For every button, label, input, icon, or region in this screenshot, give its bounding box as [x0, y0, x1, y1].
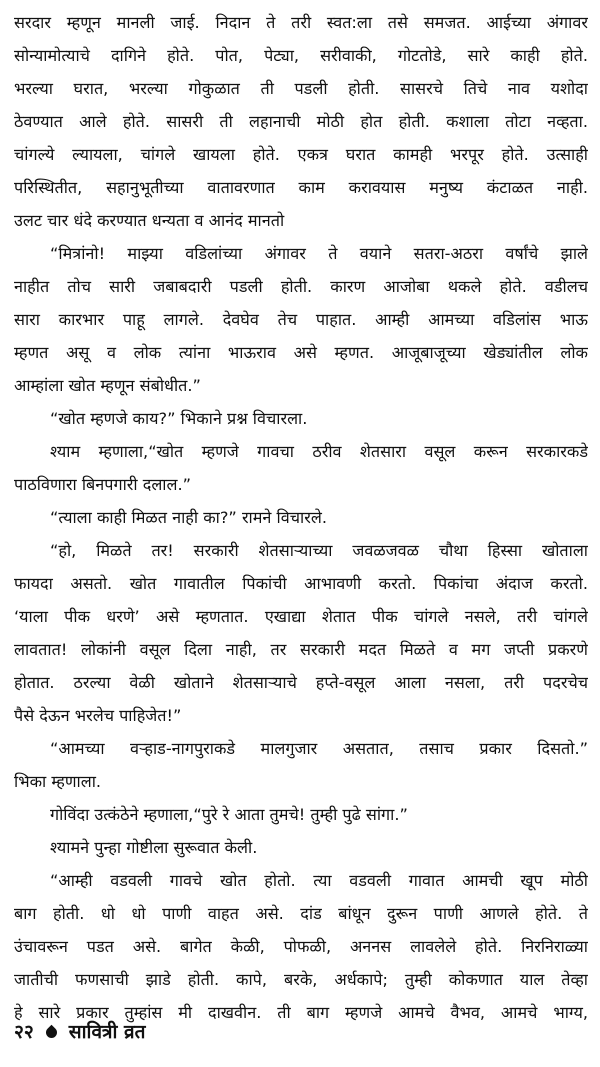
text-line: आम्हांला खोत म्हणून संबोधीत.”: [14, 376, 201, 395]
text-line: गोविंदा उत्कंठेने म्हणाला,“पुरे रे आता तुमचे! तुम्ही पुढे सांगा.”: [50, 805, 408, 824]
text-line: बाग होती. धो धो पाणी वाहत असे. दांड बांधून दुरून पाणी आणले होते. ते: [14, 904, 588, 923]
text-line: भरल्या घरात, भरल्या गोकुळात ती पडली होती. सासरचे तिचे नाव यशोदा: [14, 79, 588, 98]
text-line: जातीची फणसाची झाडे होती. कापे, बरके, अर्धकापे; तुम्ही कोकणात याल तेव्हा: [14, 970, 588, 989]
text-line: सरदार म्हणून मानली जाई. निदान ते तरी स्वत:ला तसे समजत. आईच्या अंगावर: [14, 13, 588, 32]
text-line: पैसे देऊन भरलेच पाहिजेत!”: [14, 706, 182, 725]
text-line: ‘याला पीक धरणे’ असे म्हणतात. एखाद्या शेतात पीक चांगले नसले, तरी चांगले: [14, 607, 588, 626]
text-line: होतात. ठरल्या वेळी खोताने शेतसाऱ्याचे हप्ते-वसूल आला नसला, तरी पदरचेच: [14, 673, 588, 692]
text-line: “खोत म्हणजे काय?” भिकाने प्रश्न विचारला.: [50, 409, 308, 428]
book-title: सावित्री व्रत: [68, 1021, 146, 1043]
page-footer: [14, 1014, 145, 1050]
page-body: [14, 6, 588, 1022]
text-line: “मित्रांनो! माझ्या वडिलांच्या अंगावर ते वयाने सतरा-अठरा वर्षांचे झाले: [50, 244, 588, 263]
text-line: हे सारे प्रकार तुम्हांस मी दाखवीन. ती बाग म्हणजे आमचे वैभव, आमचे भाग्य,: [14, 1003, 588, 1022]
text-line: “त्याला काही मिळत नाही का?” रामने विचारले.: [50, 508, 327, 527]
text-line: भिका म्हणाला.: [14, 772, 102, 791]
text-line: नाहीत तोच सारी जबाबदारी पडली होती. कारण आजोबा थकले होते. वडीलच: [14, 277, 588, 296]
drop-icon: [43, 1024, 59, 1040]
text-line: फायदा असतो. खोत गावातील पिकांची आभावणी करतो. पिकांचा अंदाज करतो.: [14, 574, 588, 593]
text-line: ठेवण्यात आले होते. सासरी ती लहानाची मोठी होत होती. कशाला तोटा नव्हता.: [14, 112, 588, 131]
text-line: चांगल्ये ल्यायला, चांगले खायला होते. एकत्र घरात कामही भरपूर होते. उत्साही: [14, 145, 588, 164]
text-line: श्यामने पुन्हा गोष्टीला सुरूवात केली.: [50, 838, 258, 857]
text-line: लावतात! लोकांनी वसूल दिला नाही, तर सरकारी मदत मिळते व मग जप्ती प्रकरणे: [14, 640, 588, 659]
page-number: २२: [14, 1021, 34, 1043]
text-line: श्याम म्हणाला,“खोत म्हणजे गावचा ठरीव शेतसारा वसूल करून सरकारकडे: [50, 442, 588, 461]
text-line: उलट चार धंदे करण्यात धन्यता व आनंद मानतो: [14, 211, 285, 230]
text-line: उंचावरून पडत असे. बागेत केळी, पोफळी, अननस लावलेले होते. निरनिराळ्या: [14, 937, 588, 956]
text-line: “आमच्या वऱ्हाड-नागपुराकडे मालगुजार असतात, तसाच प्रकार दिसतो.”: [50, 739, 588, 758]
text-line: सोन्यामोत्याचे दागिने होते. पोत, पेट्या, सरीवाकी, गोटतोडे, सारे काही होते.: [14, 46, 588, 65]
text-line: म्हणत असू व लोक त्यांना भाऊराव असे म्हणत. आजूबाजूच्या खेड्यांतील लोक: [14, 343, 588, 362]
text-line: पाठविणारा बिनपगारी दलाल.”: [14, 475, 191, 494]
text-line: सारा कारभार पाहू लागले. देवघेव तेच पाहात. आम्ही आमच्या वडिलांस भाऊ: [14, 310, 588, 329]
text-line: परिस्थितीत, सहानुभूतीच्या वातावरणात काम करावयास मनुष्य कंटाळत नाही.: [14, 178, 588, 197]
text-line: “आम्ही वडवली गावचे खोत होतो. त्या वडवली गावात आमची खूप मोठी: [50, 871, 588, 890]
text-line: “हो, मिळते तर! सरकारी शेतसाऱ्याच्या जवळजवळ चौथा हिस्सा खोताला: [50, 541, 588, 560]
